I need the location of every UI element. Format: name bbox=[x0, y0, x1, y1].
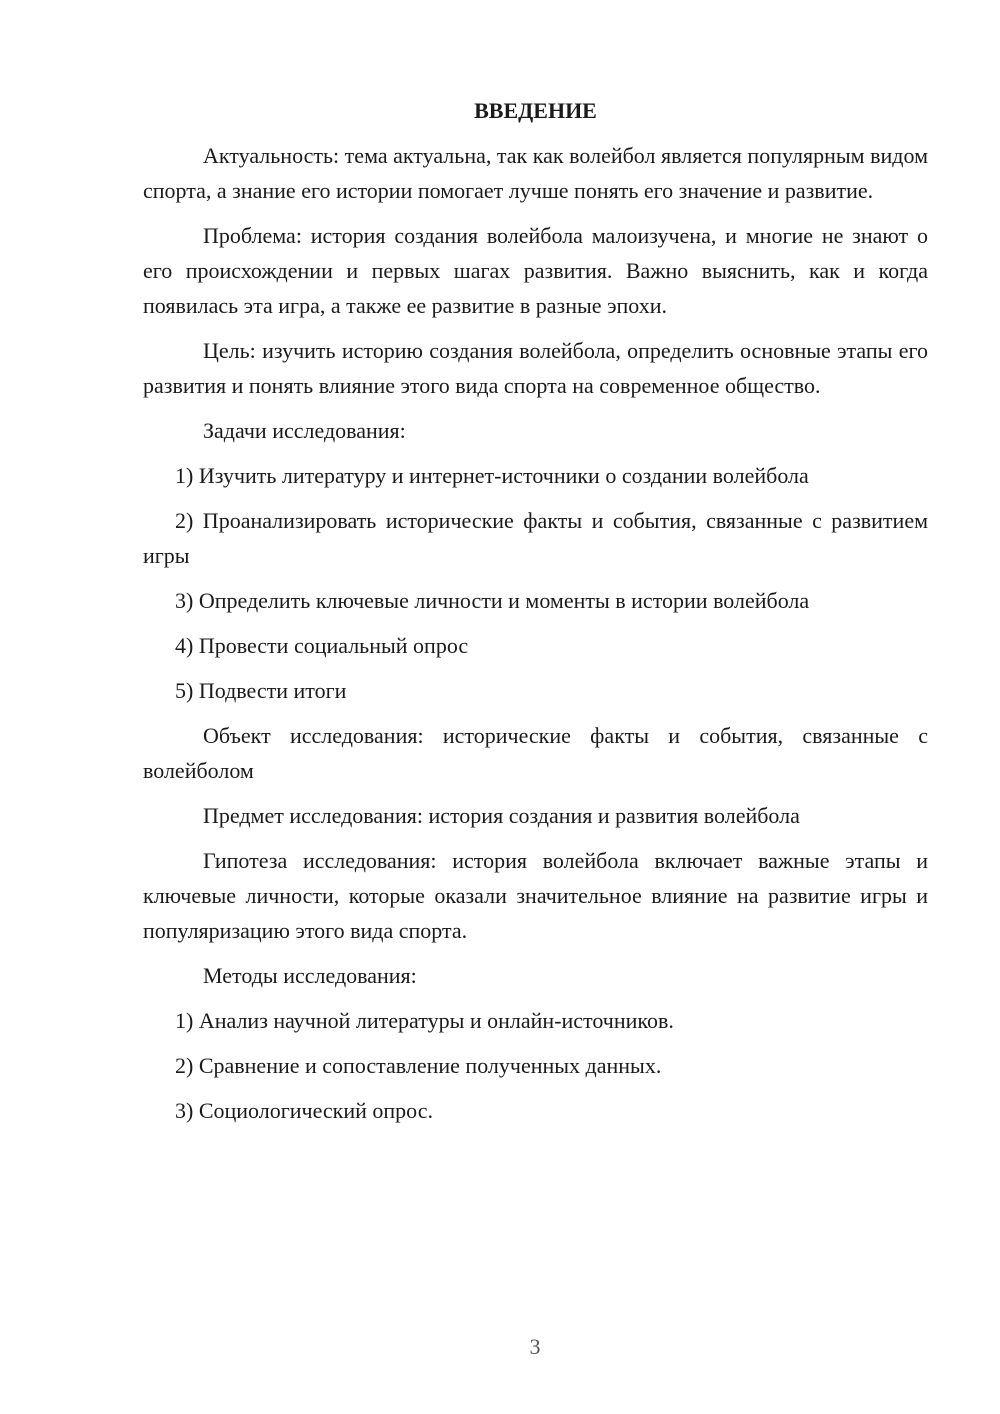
method-item: 3) Социологический опрос. bbox=[175, 1098, 433, 1123]
tasks-heading: Задачи исследования: bbox=[203, 418, 406, 443]
method-item: 1) Анализ научной литературы и онлайн-источников. bbox=[175, 1008, 674, 1033]
methods-heading: Методы исследования: bbox=[203, 963, 417, 988]
task-item: 2) Проанализировать исторические факты и события, связанные с развитием игры bbox=[143, 508, 928, 568]
goal-paragraph: Цель: изучить историю создания волейбола, определить основные этапы его развития и понять влияние этого вида спорта на современное общество. bbox=[143, 338, 928, 398]
task-item: 3) Определить ключевые личности и моменты в истории волейбола bbox=[175, 588, 810, 613]
task-item: 1) Изучить литературу и интернет-источники о создании волейбола bbox=[175, 463, 809, 488]
subject-paragraph: Предмет исследования: история создания и развития волейбола bbox=[203, 803, 800, 828]
page-number: 3 bbox=[529, 1334, 541, 1359]
hypothesis-paragraph: Гипотеза исследования: история волейбола включает важные этапы и ключевые личности, которые оказали значительное влияние на развитие игры и популяризацию этого вида спорта. bbox=[143, 848, 928, 943]
problem-paragraph: Проблема: история создания волейбола малоизучена, и многие не знают о его происхождении и первых шагах развития. Важно выяснить, как и когда появилась эта игра, а также ее развитие в разные эпохи. bbox=[143, 223, 928, 318]
relevance-paragraph: Актуальность: тема актуальна, так как волейбол является популярным видом спорта, а знание его истории помогает лучше понять его значение и развитие. bbox=[143, 143, 928, 203]
task-item: 4) Провести социальный опрос bbox=[175, 633, 469, 658]
page-content bbox=[143, 93, 928, 1138]
page-title: ВВЕДЕНИЕ bbox=[474, 98, 597, 123]
object-paragraph: Объект исследования: исторические факты и события, связанные с волейболом bbox=[143, 723, 928, 783]
task-item: 5) Подвести итоги bbox=[175, 678, 347, 703]
method-item: 2) Сравнение и сопоставление полученных данных. bbox=[175, 1053, 662, 1078]
